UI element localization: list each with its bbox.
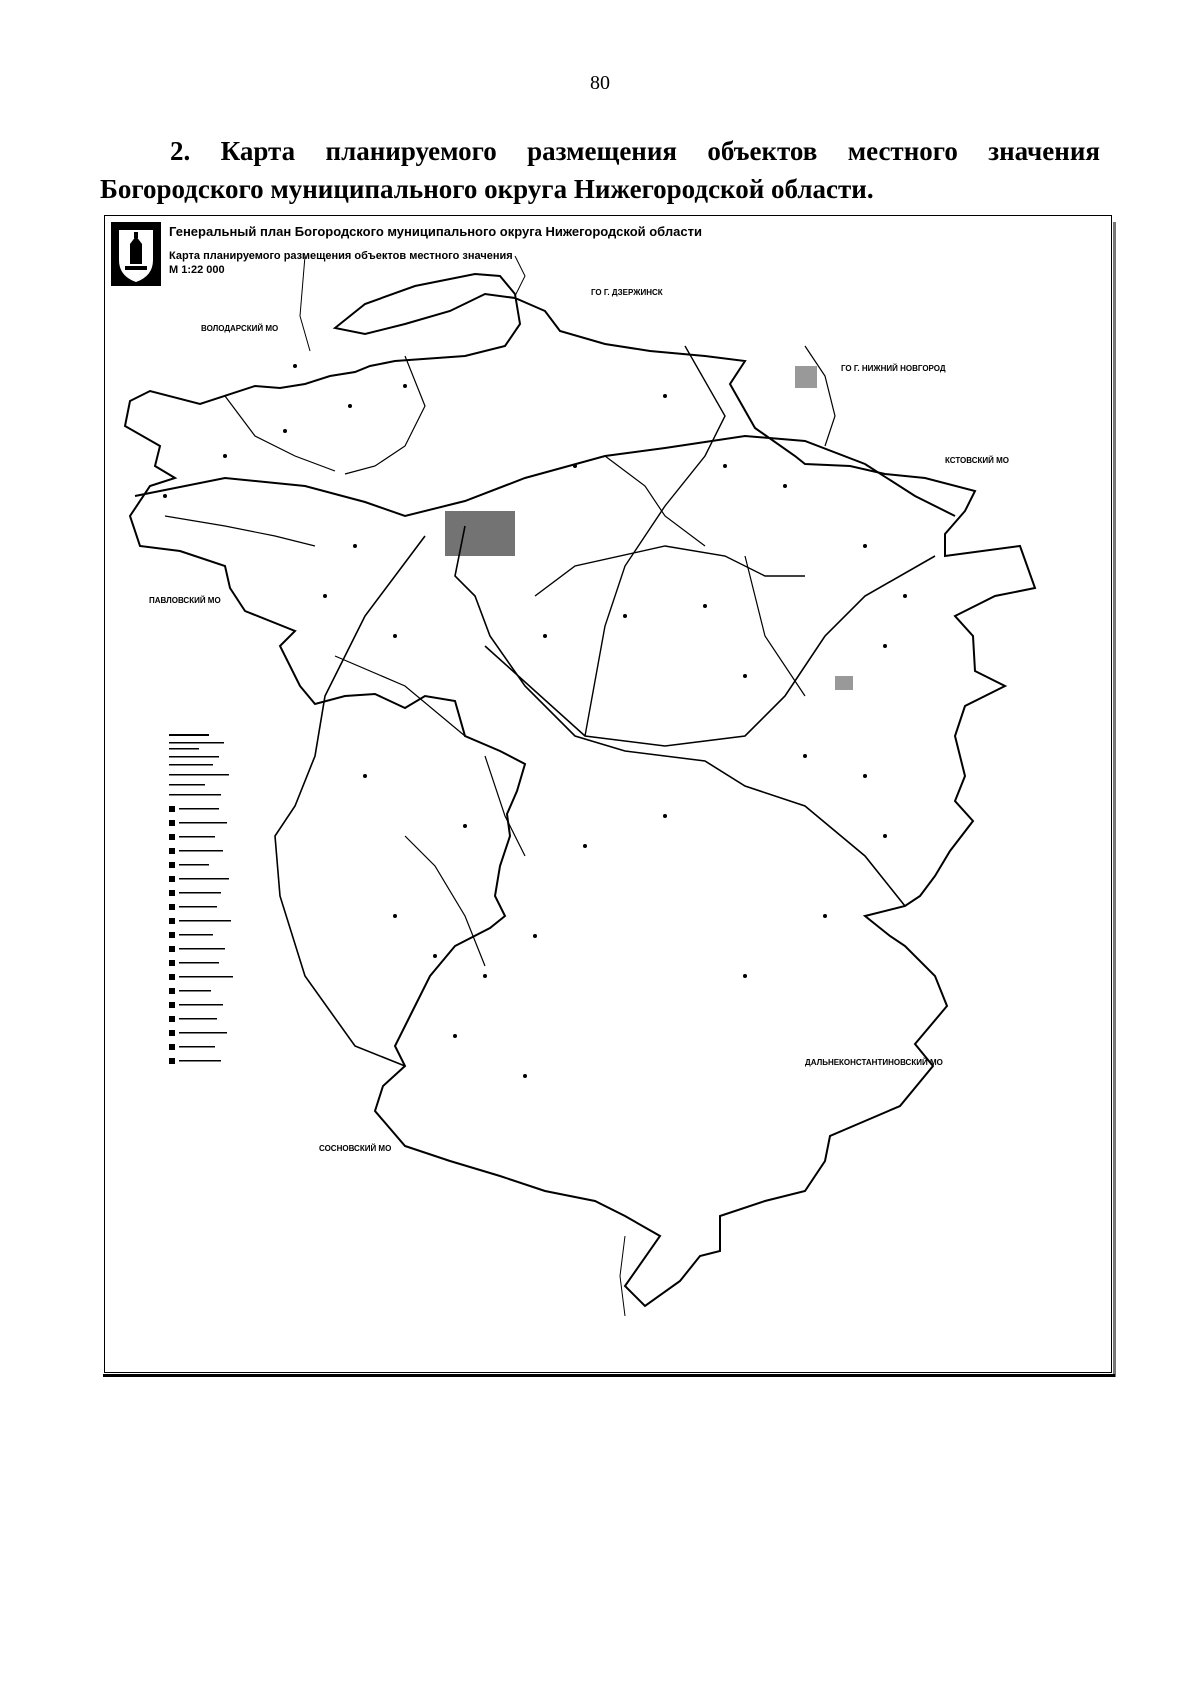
road-local-3 [165,516,315,546]
heading-line-1: 2. Карта планируемого размещения объектов местного значения [170,136,1100,166]
road-local-9 [485,756,525,856]
map-scale: М 1:22 000 [169,264,225,276]
settlement-markers [163,364,907,1078]
road-main-4 [485,556,935,746]
road-local-1 [345,356,425,474]
neighbor-label-pavlovsky: ПАВЛОВСКИЙ МО [149,596,221,605]
road-main-5 [585,346,725,736]
road-main-6 [535,546,805,596]
road-local-4 [605,456,705,546]
neighbor-label-volodarsky: ВОЛОДАРСКИЙ МО [201,324,279,333]
river [515,256,525,296]
district-boundary [125,274,1035,1306]
road-main-3 [275,536,425,1066]
road-local-2 [225,396,335,471]
neighbor-label-nizhny: ГО Г. НИЖНИЙ НОВГОРОД [841,364,946,373]
road-local-5 [745,556,805,696]
district-map [105,216,1111,1372]
page-number: 80 [590,72,610,94]
road-north [300,256,310,351]
map-title: Генеральный план Богородского муниципального округа Нижегородской области [169,224,702,239]
neighbor-label-dzerzhinsk: ГО Г. ДЗЕРЖИНСК [591,288,663,297]
settlement-block-ne [795,366,817,388]
map-subtitle: Карта планируемого размещения объектов местного значения [169,250,513,262]
road-main-2 [455,526,905,906]
neighbor-label-sosnovsky: СОСНОВСКИЙ МО [319,1144,392,1153]
road-local-6 [405,836,485,966]
town-bogorodsk-block [445,511,515,556]
section-heading [100,132,1100,208]
road-south [620,1236,625,1316]
settlement-block-e [835,676,853,690]
neighbor-label-kstovsky: КСТОВСКИЙ МО [945,456,1010,465]
road-local-7 [805,346,835,446]
neighbor-label-dalnekonstantinovsky: ДАЛЬНЕКОНСТАНТИНОВСКИЙ МО [805,1058,943,1067]
coat-of-arms-icon [111,222,161,286]
heading-line-2: Богородского муниципального округа Нижегородской области. [100,174,874,204]
road-main-1 [135,436,955,516]
map-legend [169,734,235,1070]
map-figure [104,215,1112,1373]
